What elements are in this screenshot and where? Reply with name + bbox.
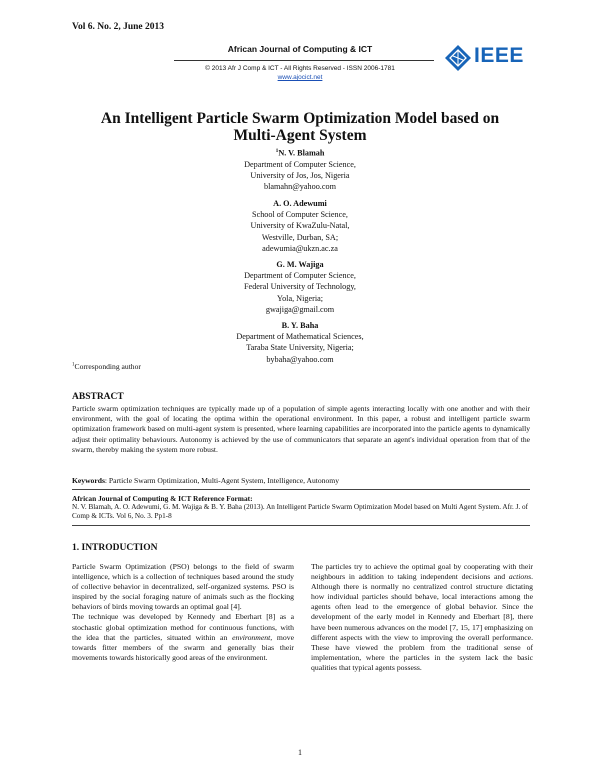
author-affiliation: Taraba State University, Nigeria; xyxy=(246,343,354,353)
reference-format-text: N. V. Blamah, A. O. Adewumi, G. M. Wajiga & B. Y. Baha (2013). An Intelligent Particle Swarm Optimization Model based on Multi Agent System. Afr. J. of Comp & ICTs. Vol 6, No. 3. Pp1-8 xyxy=(72,503,528,521)
ieee-logo xyxy=(444,40,534,80)
author-affiliation: Federal University of Technology, xyxy=(244,282,356,292)
paper-title xyxy=(60,110,540,144)
ieee-diamond-icon xyxy=(444,44,472,72)
author-affiliation: Department of Computer Science, xyxy=(244,271,356,281)
author-marker: 1 xyxy=(275,148,279,154)
author-block-2 xyxy=(160,198,440,254)
paragraph: The particles try to achieve the optimal goal by cooperating with their neighbours in addition to taking independent decisions and actions. Although there is normally no centralized control structure dictating how individual particles should behave, local interactions among the agents often lead to the emergence of global behavior. Since the development of the early model in Kennedy and Eberhart [8], there have been numerous advances on the model [7, 15, 17] emphasizing on different aspects with the view to improving the overall performance. These have viewed the problem from the traditional sense of implementation, where the particles in the system lack the basic qualities that typical agents possess. xyxy=(311,562,533,672)
keywords-text: : Particle Swarm Optimization, Multi-Agent System, Intelligence, Autonomy xyxy=(104,476,340,485)
author-affiliation: Department of Computer Science, xyxy=(244,159,356,169)
author-affiliation: University of Jos, Jos, Nigeria xyxy=(250,171,350,181)
author-affiliation: Yola, Nigeria; xyxy=(276,293,323,303)
keywords-label: Keywords xyxy=(72,476,105,485)
title-line-1: An Intelligent Particle Swarm Optimization Model based on xyxy=(100,110,500,127)
page-number: 1 xyxy=(298,748,302,757)
author-block-3 xyxy=(160,259,440,315)
abstract-heading: ABSTRACT xyxy=(72,392,124,402)
author-name: G. M. Wajiga xyxy=(276,260,324,269)
body-column-left xyxy=(72,562,294,663)
author-name: B. Y. Baha xyxy=(281,321,319,330)
author-affiliation: Department of Mathematical Sciences, xyxy=(236,332,364,342)
author-block-4 xyxy=(160,320,440,365)
author-affiliation: Westville, Durban, SA; xyxy=(261,232,339,242)
corresponding-author-note: $^1$Corresponding author xyxy=(72,362,141,371)
body-column-right xyxy=(311,562,533,673)
journal-name: African Journal of Computing & ICT xyxy=(227,44,373,54)
author-email: bybaha@yahoo.com xyxy=(266,354,334,364)
journal-url-link[interactable]: www.ajocict.net xyxy=(277,74,323,81)
title-line-2: Multi-Agent System xyxy=(233,127,367,144)
paragraph: Particle Swarm Optimization (PSO) belongs to the field of swarm intelligence, which is a collection of techniques based around the study of collective behavior in decentralized, self-organized systems. PSO is inspired by the social foraging nature of animals such as the flocking behaviors of birds moving towards an optimal goal [4]. xyxy=(72,562,294,612)
author-affiliation: University of KwaZulu-Natal, xyxy=(250,221,350,231)
corresponding-marker: 1 xyxy=(72,362,75,368)
author-name: A. O. Adewumi xyxy=(273,199,327,208)
abstract-text: Particle swarm optimization techniques are typically made up of a population of simple agents interacting locally with one another and with their environment, with the goal of locating the optima within the operational environment. In this paper, a robust and intelligent particle swarm optimization framework based on multi-agent system is presented, where learning capabilities are incorporated into the particle agents to dynamically adjust their optimality behaviours. Autonomy is achieved by the use of communicators that separate an agent's individual operation from that of the swarm, thereby making the system more robust. xyxy=(72,404,530,454)
author-email: adewumia@ukzn.ac.za xyxy=(262,243,338,253)
author-name: $^1$N. V. Blamah xyxy=(275,148,325,158)
paragraph: The technique was developed by Kennedy and Eberhart [8] as a stochastic global optimization method for continuous functions, with the idea that the particles, situated within an environment, move towards fitter members of the swarm and generally bias their movements towards historically good areas of the environment. xyxy=(72,612,294,662)
keywords-line xyxy=(72,476,530,485)
author-email: blamahn@yahoo.com xyxy=(264,182,336,192)
header-divider xyxy=(174,60,434,61)
reference-bottom-rule xyxy=(72,525,530,526)
author-email: gwajiga@gmail.com xyxy=(265,304,335,314)
introduction-heading: 1. INTRODUCTION xyxy=(72,543,158,553)
ieee-logo-text: IEEE xyxy=(474,44,524,67)
volume-info: Vol 6. No. 2, June 2013 xyxy=(72,22,165,32)
reference-top-rule xyxy=(72,489,530,490)
author-affiliation: School of Computer Science, xyxy=(252,210,348,220)
author-block-1 xyxy=(160,146,440,193)
reference-format-heading: African Journal of Computing & ICT Reference Format: xyxy=(72,494,253,503)
copyright-line: © 2013 Afr J Comp & ICT - All Rights Reserved - ISSN 2006-1781 xyxy=(205,65,395,72)
